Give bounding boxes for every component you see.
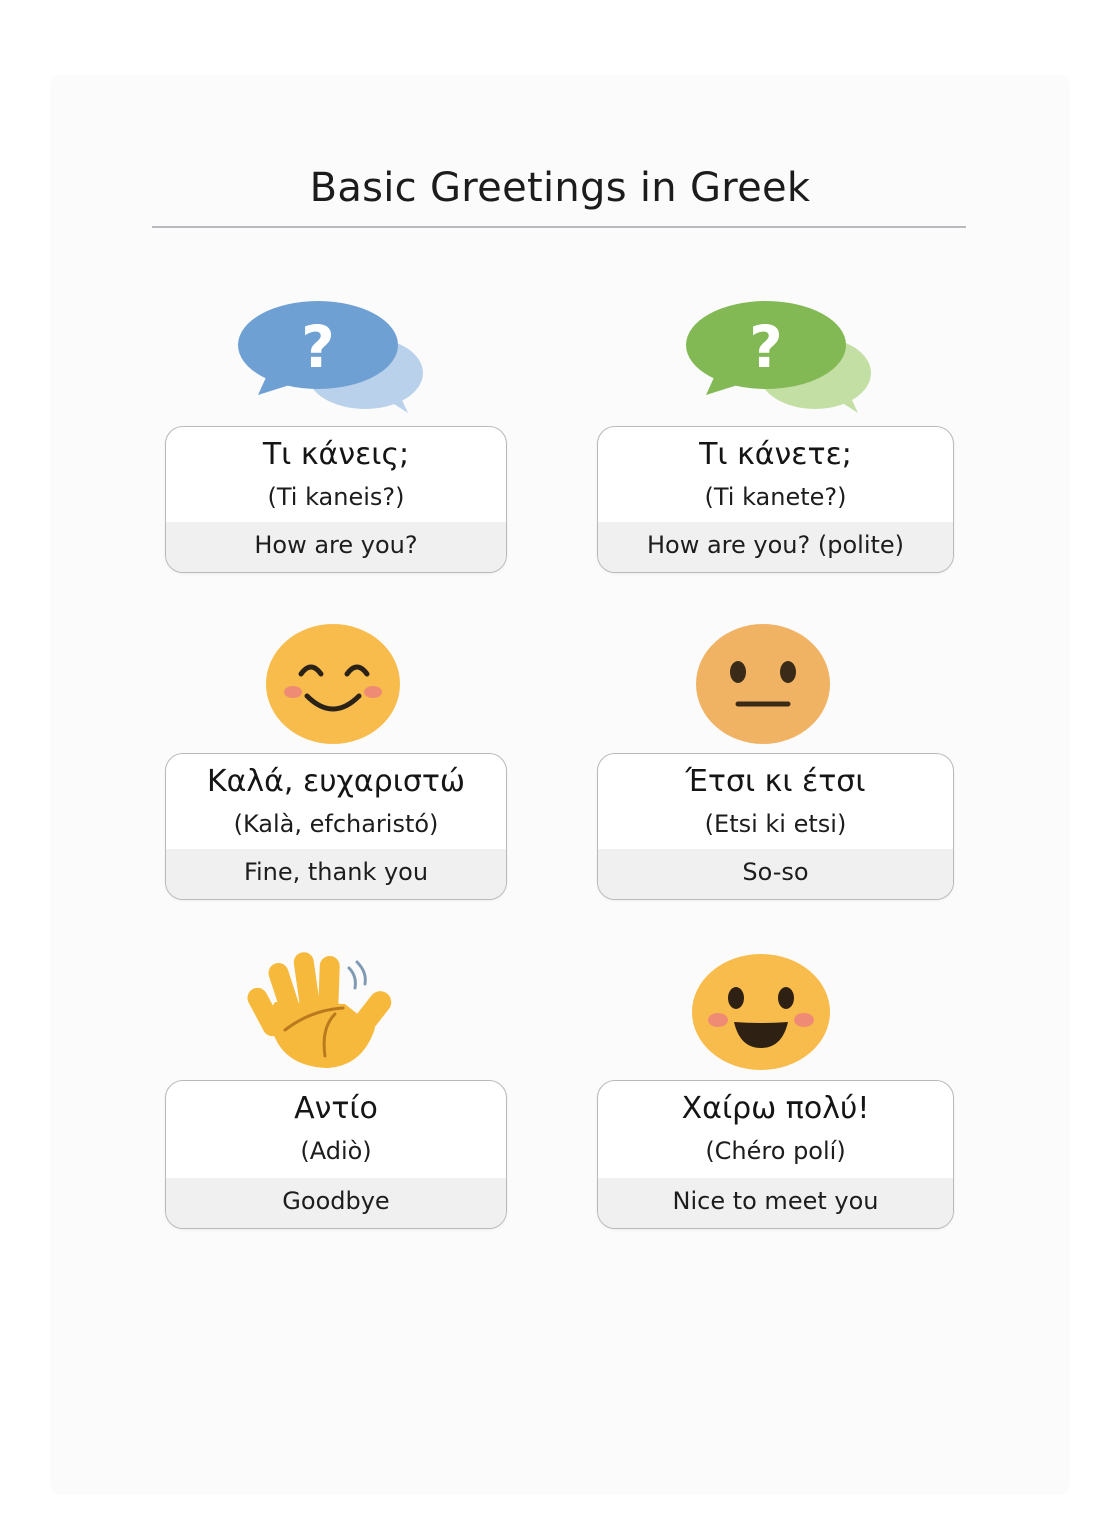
waving-hand-icon (245, 948, 395, 1070)
english-translation: Nice to meet you (598, 1178, 953, 1228)
transliteration: (Ti kaneis?) (267, 483, 405, 511)
greeting-card (165, 426, 507, 573)
greek-phrase: Χαίρω πολύ! (681, 1091, 870, 1126)
svg-text:?: ? (301, 313, 335, 381)
greeting-card (597, 426, 954, 573)
greek-phrase: Καλά, ευχαριστώ (206, 764, 466, 799)
transliteration: (Etsi ki etsi) (704, 810, 847, 838)
title-divider (152, 226, 966, 228)
smiling-face-icon (690, 952, 832, 1072)
english-translation: So-so (598, 849, 953, 899)
english-translation: How are you? (166, 522, 506, 572)
neutral-face-icon (693, 622, 833, 746)
speech-bubble-question-green-icon (680, 295, 880, 420)
greeting-card (597, 753, 954, 900)
greeting-card (165, 753, 507, 900)
english-translation: Fine, thank you (166, 849, 506, 899)
page-title: Basic Greetings in Greek (309, 165, 811, 211)
transliteration: (Adiò) (300, 1137, 372, 1165)
transliteration: (Ti kanete?) (704, 483, 847, 511)
smiling-face-closed-eyes-icon (263, 622, 403, 746)
speech-bubble-question-blue-icon (230, 295, 430, 420)
greek-phrase: Τι κάνεις; (262, 437, 410, 472)
greek-phrase: Αντίο (294, 1091, 378, 1126)
svg-text:?: ? (749, 313, 783, 381)
english-translation: How are you? (polite) (598, 522, 953, 572)
english-translation: Goodbye (166, 1178, 506, 1228)
greek-phrase: Έτσι κι έτσι (685, 764, 866, 799)
transliteration: (Chéro polí) (705, 1137, 846, 1165)
greeting-card (597, 1080, 954, 1229)
greek-phrase: Τι κάνετε; (699, 437, 852, 472)
transliteration: (Kalà, efcharistó) (233, 810, 439, 838)
greeting-card (165, 1080, 507, 1229)
